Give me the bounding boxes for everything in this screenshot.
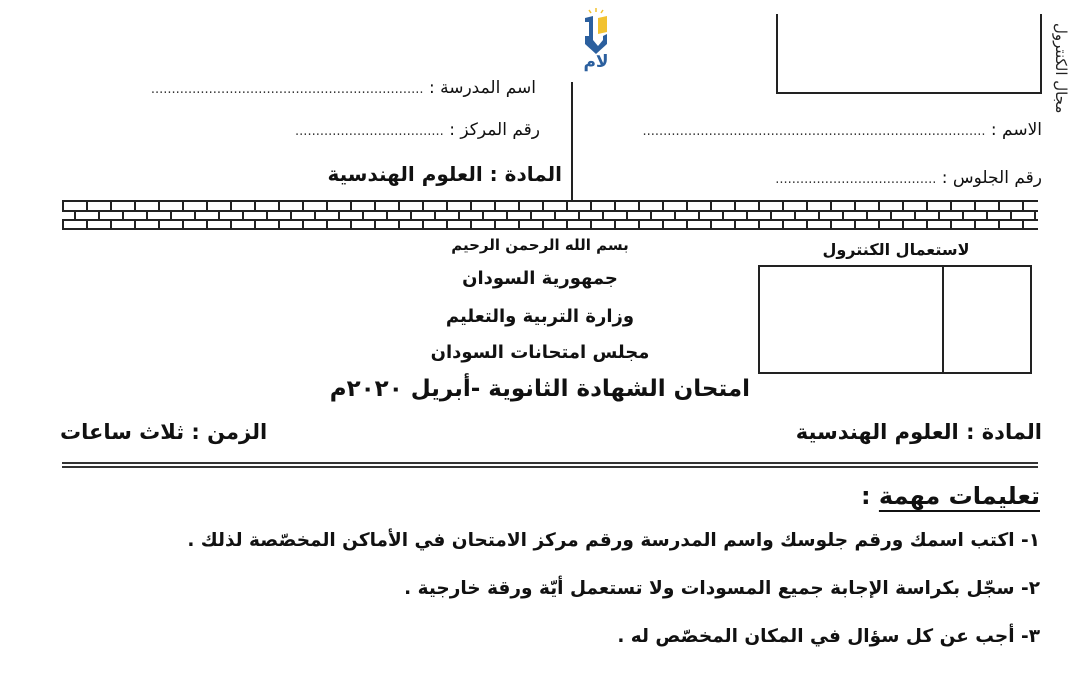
council-heading: مجلس امتحانات السودان (430, 342, 650, 363)
instructions-heading (861, 482, 1040, 510)
school-name-label: اسم المدرسة : (428, 78, 536, 98)
school-name-dots: .................................................................. (150, 82, 424, 97)
instruction-item: ٣- أجب عن كل سؤال في المكان المخصّص له . (617, 626, 1040, 647)
school-name-field[interactable] (151, 78, 536, 98)
exam-time: الزمن : ثلاث ساعات (60, 420, 268, 444)
exam-title: امتحان الشهادة الثانوية -أبريل ٢٠٢٠م (329, 376, 750, 402)
double-rule-divider (62, 462, 1038, 468)
control-use-label: لاستعمال الكنترول (822, 240, 970, 259)
center-number-field[interactable] (295, 120, 540, 140)
control-margin-box (776, 14, 1042, 94)
seat-number-label: رقم الجلوس : (941, 168, 1042, 188)
instructions-heading-colon: : (860, 482, 879, 510)
exam-subject: المادة : العلوم الهندسية (795, 420, 1042, 444)
center-number-label: رقم المركز : (449, 120, 540, 140)
brick-divider (62, 200, 1038, 230)
instruction-item: ٢- سجّل بكراسة الإجابة جميع المسودات ولا تستعمل أيّة ورقة خارجية . (404, 578, 1040, 599)
lam-logo (576, 6, 616, 74)
school-subject-label: المادة : العلوم الهندسية (327, 162, 562, 186)
ministry-heading: وزارة التربية والتعليم (445, 306, 635, 327)
seat-number-field[interactable] (775, 168, 1042, 188)
student-name-label: الاسم : (990, 120, 1042, 140)
control-cell-large (760, 267, 942, 372)
instruction-item: ١- اكتب اسمك ورقم جلوسك واسم المدرسة ورقم مركز الامتحان في الأماكن المخصّصة لذلك . (187, 530, 1040, 551)
student-name-dots: ................................................................................... (642, 124, 986, 139)
vertical-divider (571, 82, 573, 200)
basmala: بسم الله الرحمن الرحيم (451, 236, 629, 254)
control-cell-small (942, 267, 1030, 372)
student-name-field[interactable] (643, 120, 1043, 140)
control-use-table (758, 265, 1032, 374)
control-margin-label: مجال الكنترول (1052, 22, 1070, 114)
seat-number-dots: ....................................... (775, 172, 937, 187)
center-number-dots: .................................... (295, 124, 444, 139)
logo-text: لام (583, 52, 609, 72)
republic-heading: جمهورية السودان (462, 268, 618, 289)
instructions-heading-text: تعليمات مهمة (878, 482, 1040, 510)
